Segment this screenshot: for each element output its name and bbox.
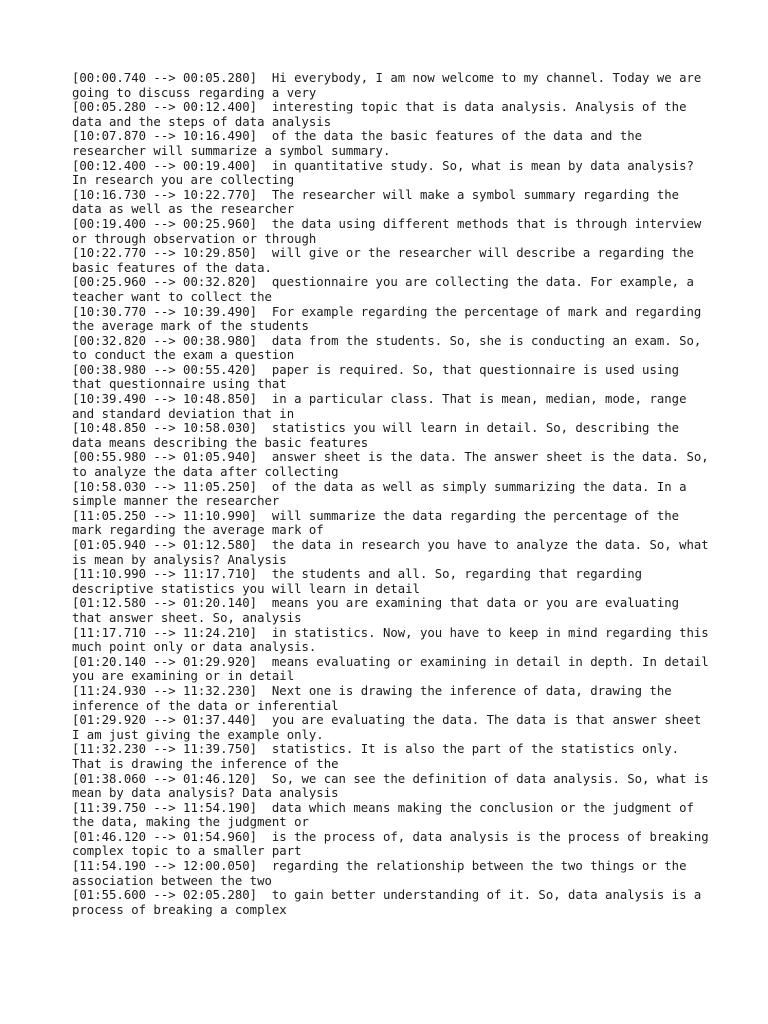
transcript-line: [00:55.980 --> 01:05.940] answer sheet is the data. The answer sheet is the data. So, to analyze the data after collecting: [72, 450, 717, 480]
transcript-line: [10:07.870 --> 10:16.490] of the data the basic features of the data and the researcher will summarize a symbol summary.: [72, 129, 650, 158]
transcript-line: [01:05.940 --> 01:12.580] the data in research you have to analyze the data. So, what is mean by analysis? Analysis: [72, 538, 717, 567]
transcript-line: [11:24.930 --> 11:32.230] Next one is drawing the inference of data, drawing the inference of the data or inferential: [72, 683, 680, 713]
transcript-line: [11:10.990 --> 11:17.710] the students and all. So, regarding that regarding descriptive statistics you will learn in detail: [72, 567, 650, 596]
transcript-line: [10:16.730 --> 10:22.770] The researcher will make a symbol summary regarding the data as well as the researcher: [72, 187, 687, 217]
transcript-line: [00:32.820 --> 00:38.980] data from the students. So, she is conducting an exam. So, to conduct the exam a question: [72, 333, 709, 363]
transcript-line: [00:38.980 --> 00:55.420] paper is required. So, that questionnaire is used using that questionnaire using that: [72, 362, 687, 392]
transcript-line: [01:20.140 --> 01:29.920] means evaluating or examining in detail in depth. In detail you are examining or in detail: [72, 654, 717, 684]
transcript-line: [00:00.740 --> 00:05.280] Hi everybody, I am now welcome to my channel. Today we are going to discuss regarding a very: [72, 71, 709, 100]
transcript-line: [01:29.920 --> 01:37.440] you are evaluating the data. The data is that answer sheet I am just giving the example only.: [72, 713, 709, 742]
transcript-line: [10:48.850 --> 10:58.030] statistics you will learn in detail. So, describing the data means describing the basic features: [72, 421, 687, 450]
transcript-line: [00:05.280 --> 00:12.400] interesting topic that is data analysis. Analysis of the data and the steps of data analysis: [72, 100, 694, 129]
transcript-line: [01:46.120 --> 01:54.960] is the process of, data analysis is the process of breaking complex topic to a smaller part: [72, 829, 717, 859]
transcript-line: [10:39.490 --> 10:48.850] in a particular class. That is mean, median, mode, range and standard deviation that in: [72, 392, 694, 421]
transcript-line: [10:30.770 --> 10:39.490] For example regarding the percentage of mark and regarding the average mark of the students: [72, 304, 709, 334]
transcript-line: [11:54.190 --> 12:00.050] regarding the relationship between the two things or the association between the two: [72, 859, 694, 888]
transcript-line: [11:32.230 --> 11:39.750] statistics. It is also the part of the statistics only. That is drawing the inference of the: [72, 742, 687, 771]
transcript-line: [01:12.580 --> 01:20.140] means you are examining that data or you are evaluating that answer sheet. So, analysis: [72, 596, 687, 625]
transcript-line: [11:05.250 --> 11:10.990] will summarize the data regarding the percentage of the mark regarding the average mark of: [72, 508, 687, 538]
transcript-line: [00:12.400 --> 00:19.400] in quantitative study. So, what is mean by data analysis? In research you are collecting: [72, 158, 702, 188]
transcript-line: [10:58.030 --> 11:05.250] of the data as well as simply summarizing the data. In a simple manner the researcher: [72, 479, 694, 509]
transcript-line: [11:17.710 --> 11:24.210] in statistics. Now, you have to keep in mind regarding this much point only or data analysis.: [72, 625, 717, 655]
transcript-line: [10:22.770 --> 10:29.850] will give or the researcher will describe a regarding the basic features of the data.: [72, 246, 702, 275]
transcript-line: [00:19.400 --> 00:25.960] the data using different methods that is through interview or through observation or through: [72, 216, 709, 246]
transcript-line: [01:38.060 --> 01:46.120] So, we can see the definition of data analysis. So, what is mean by data analysis? Data analysis: [72, 771, 717, 801]
transcript-line: [01:55.600 --> 02:05.280] to gain better understanding of it. So, data analysis is a process of breaking a complex: [72, 888, 709, 917]
transcript-line: [00:25.960 --> 00:32.820] questionnaire you are collecting the data. For example, a teacher want to collect the: [72, 275, 702, 304]
transcript-line: [11:39.750 --> 11:54.190] data which means making the conclusion or the judgment of the data, making the judgment or: [72, 800, 702, 830]
transcript-body: [72, 71, 717, 917]
